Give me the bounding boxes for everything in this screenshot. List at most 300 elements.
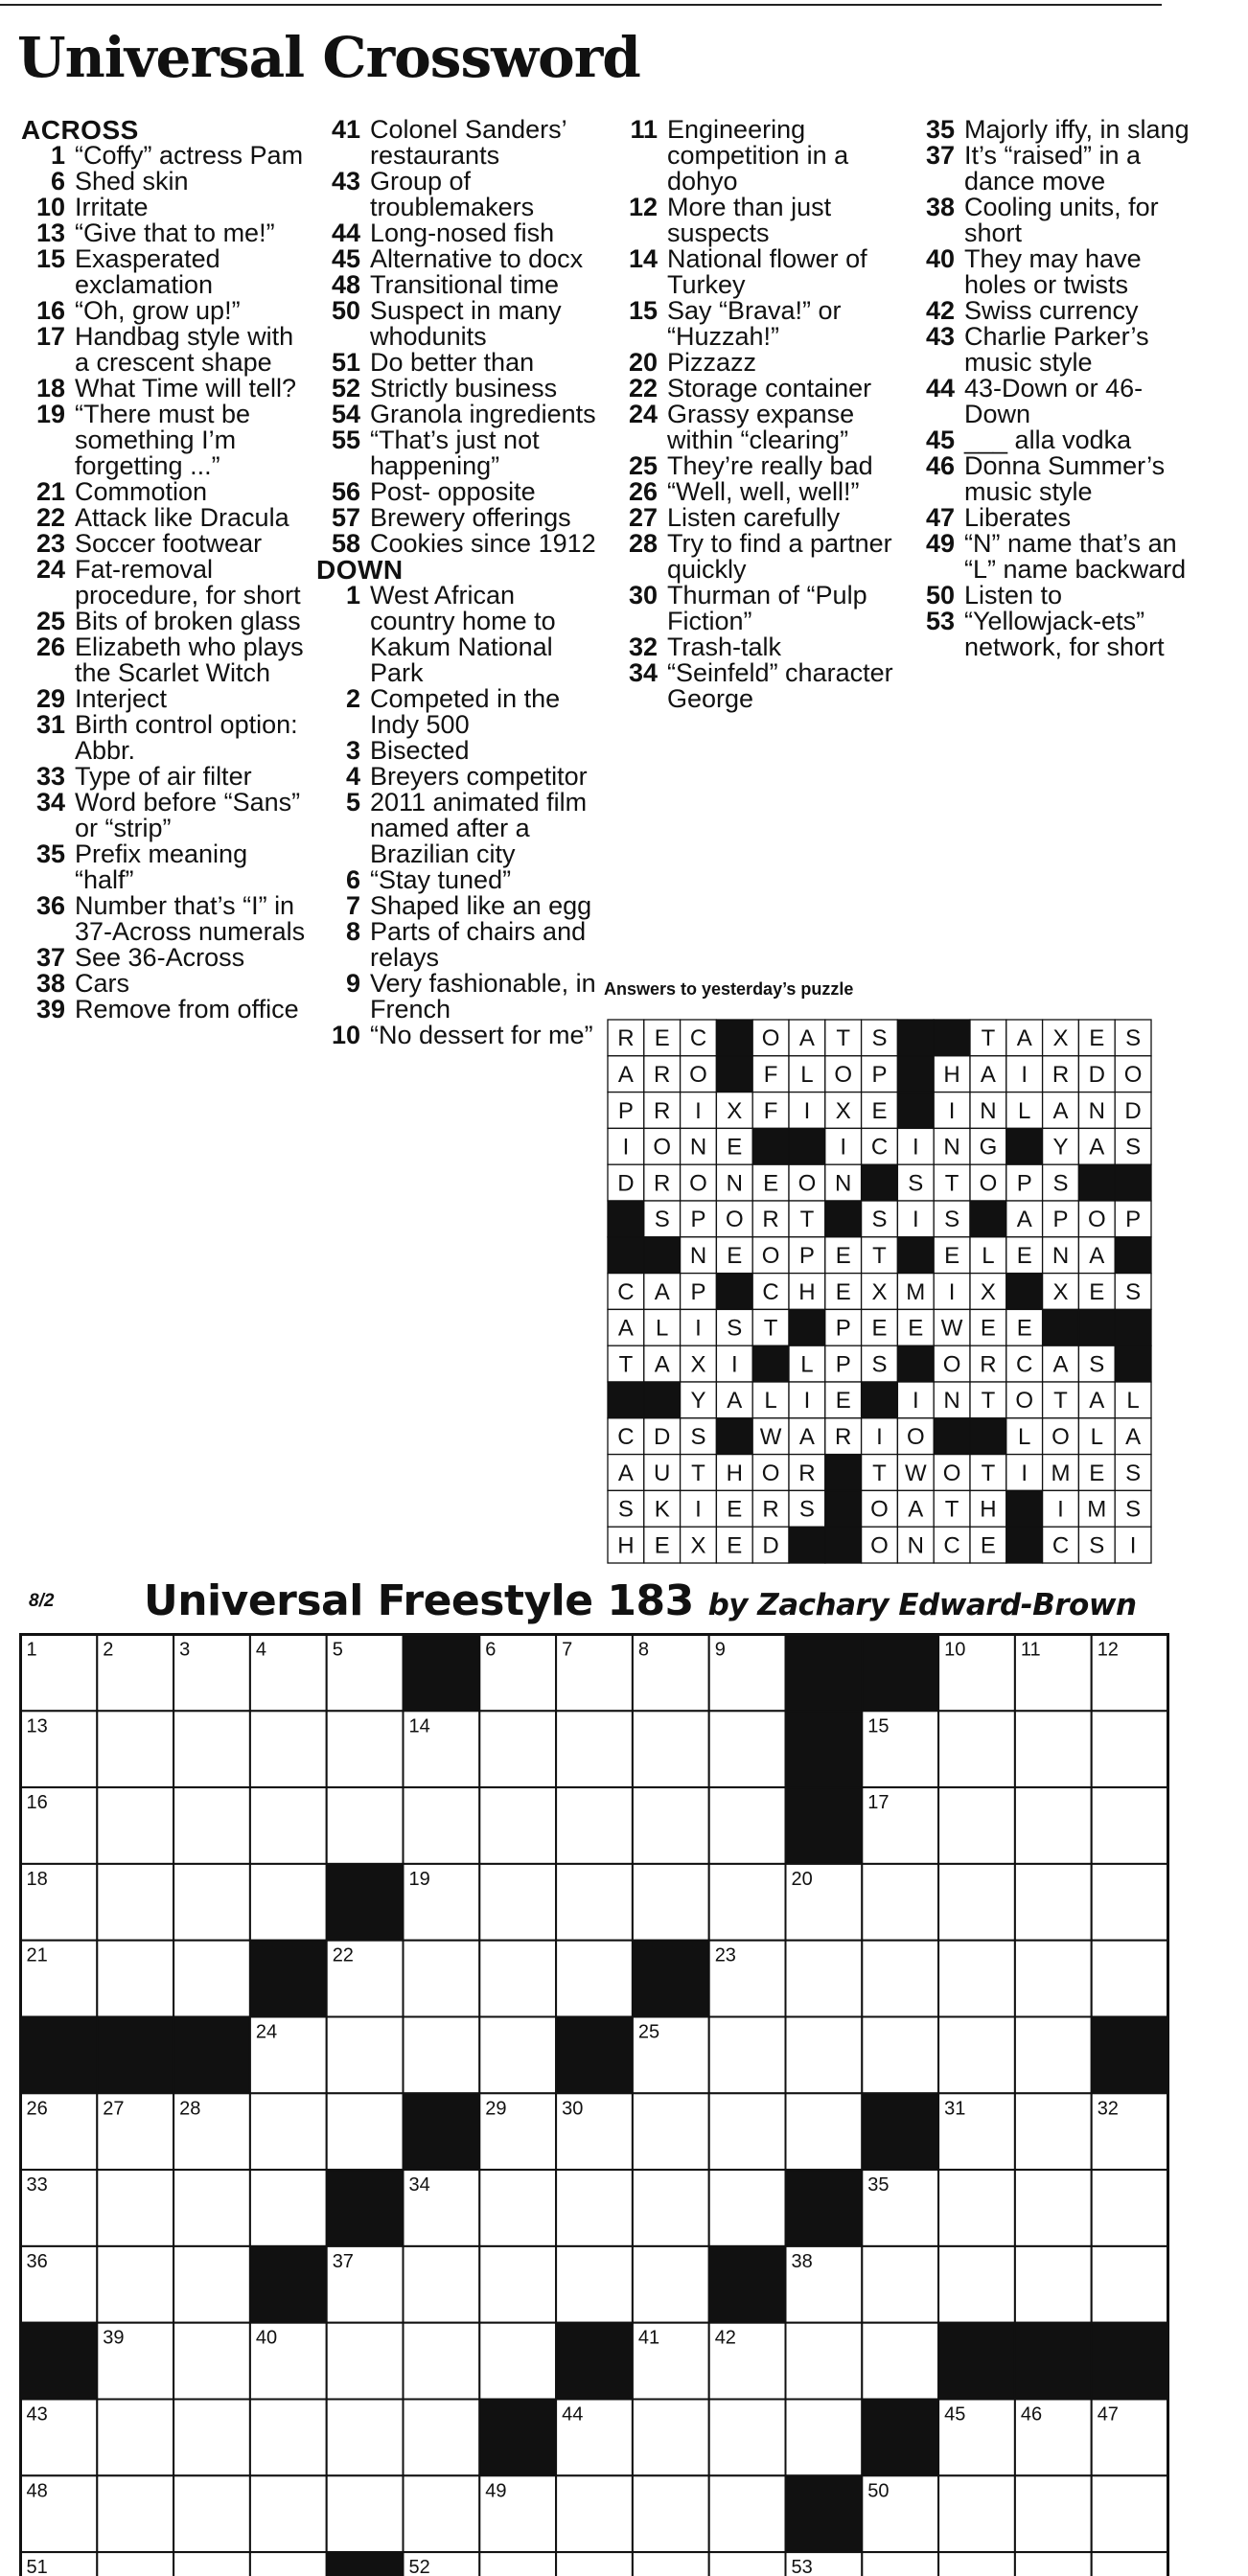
grid-number: 53 <box>791 2557 813 2576</box>
clue-text: “Give that to me!” <box>75 218 275 247</box>
grid-cell[interactable] <box>97 1864 173 1941</box>
clue-number: 6 <box>50 167 65 196</box>
grid-number: 30 <box>562 2098 584 2120</box>
answer-letter: A <box>980 1062 996 1089</box>
grid-cell[interactable] <box>173 2475 250 2552</box>
grid-cell[interactable] <box>633 2246 709 2323</box>
grid-cell[interactable] <box>1092 2552 1168 2576</box>
grid-cell[interactable] <box>709 1711 786 1787</box>
grid-block <box>786 2170 863 2246</box>
grid-block <box>250 2246 327 2323</box>
grid-cell[interactable] <box>250 2400 327 2476</box>
grid-cell[interactable] <box>479 2017 556 2094</box>
grid-cell[interactable] <box>786 2017 863 2094</box>
clue-item <box>613 453 901 479</box>
grid-number: 49 <box>485 2480 507 2502</box>
clue-number: 36 <box>35 891 65 920</box>
grid-cell[interactable] <box>97 2475 173 2552</box>
clue-number: 27 <box>628 503 658 532</box>
grid-cell[interactable] <box>633 1864 709 1941</box>
clue-text: Shaped like an egg <box>370 891 592 920</box>
grid-cell[interactable] <box>709 2170 786 2246</box>
clue-text: Breyers competitor <box>370 762 588 791</box>
answer-letter: E <box>944 1243 960 1270</box>
top-rule <box>0 4 1162 6</box>
grid-cell[interactable] <box>786 2093 863 2170</box>
grid-cell[interactable] <box>1015 1711 1092 1787</box>
clue-text: Fat-removal procedure, for short <box>75 555 301 610</box>
clue-text: Competed in the Indy 500 <box>370 684 561 739</box>
answer-block <box>862 1164 898 1201</box>
answer-letter: A <box>1089 1388 1105 1414</box>
clue-text: National flower of Turkey <box>667 244 867 299</box>
answer-letter: N <box>726 1170 743 1197</box>
answer-letter: X <box>871 1278 888 1305</box>
clue-item <box>911 583 1198 609</box>
grid-cell[interactable] <box>556 2475 633 2552</box>
answer-letter: W <box>940 1315 963 1342</box>
grid-cell[interactable] <box>404 1787 480 1864</box>
clue-text: Cookies since 1912 <box>370 529 596 558</box>
answer-letter: L <box>1018 1097 1031 1124</box>
answer-letter: P <box>835 1315 851 1342</box>
clue-item <box>21 945 309 971</box>
grid-cell[interactable] <box>250 1787 327 1864</box>
answer-letter: E <box>1089 1278 1105 1305</box>
grid-cell[interactable] <box>327 1711 404 1787</box>
answer-block <box>825 1201 862 1237</box>
answer-letter: C <box>1016 1351 1033 1378</box>
grid-cell[interactable] <box>1092 1941 1168 2017</box>
answer-letter: I <box>1021 1062 1028 1089</box>
answer-letter: N <box>835 1170 852 1197</box>
grid-cell[interactable] <box>479 1787 556 1864</box>
answer-letter: X <box>835 1097 851 1124</box>
answer-letter: H <box>798 1278 816 1305</box>
grid-cell[interactable] <box>97 2400 173 2476</box>
grid-number: 42 <box>714 2327 736 2349</box>
answer-letter: A <box>1125 1424 1142 1451</box>
clue-item <box>613 531 901 583</box>
grid-number: 48 <box>26 2480 48 2502</box>
grid-cell[interactable] <box>97 1711 173 1787</box>
clue-item <box>911 376 1198 427</box>
answer-letter: T <box>981 1025 996 1052</box>
answer-letter: O <box>870 1496 889 1523</box>
crossword-grid[interactable] <box>19 1633 1171 2576</box>
clue-number: 39 <box>35 995 65 1024</box>
clue-number: 8 <box>345 917 360 946</box>
grid-cell[interactable] <box>250 1864 327 1941</box>
clue-text: Birth control option: Abbr. <box>75 710 298 765</box>
grid-number: 22 <box>332 1944 354 1966</box>
grid-number: 12 <box>1097 1639 1119 1661</box>
clue-item <box>911 117 1198 143</box>
grid-cell[interactable] <box>327 2475 404 2552</box>
answer-letter: T <box>1053 1388 1068 1414</box>
grid-cell[interactable] <box>862 1864 938 1941</box>
grid-cell[interactable] <box>1015 2017 1092 2094</box>
grid-cell[interactable] <box>786 2323 863 2400</box>
grid-cell[interactable] <box>97 2170 173 2246</box>
answer-letter: I <box>730 1351 738 1378</box>
grid-cell[interactable] <box>1092 1711 1168 1787</box>
grid-number: 15 <box>867 1715 890 1737</box>
grid-block <box>709 2246 786 2323</box>
clue-text: “Well, well, well!” <box>667 477 860 506</box>
grid-cell[interactable] <box>479 1711 556 1787</box>
answer-letter: I <box>695 1097 702 1124</box>
grid-cell[interactable] <box>173 2323 250 2400</box>
answer-letter: N <box>689 1134 707 1161</box>
clue-text: Try to find a partner quickly <box>667 529 892 584</box>
grid-cell[interactable] <box>1015 2552 1092 2576</box>
grid-cell[interactable] <box>938 1787 1015 1864</box>
clue-text: See 36-Across <box>75 943 245 972</box>
clue-text: Transitional time <box>370 270 560 299</box>
clue-item <box>316 531 604 557</box>
answer-letter: E <box>1016 1315 1032 1342</box>
clue-number: 26 <box>35 632 65 661</box>
grid-cell[interactable] <box>633 2400 709 2476</box>
grid-cell[interactable] <box>709 1787 786 1864</box>
answer-block <box>1115 1346 1151 1382</box>
grid-cell[interactable] <box>1015 1864 1092 1941</box>
answer-block <box>1043 1309 1079 1346</box>
clue-text: Commotion <box>75 477 208 506</box>
answer-letter: P <box>871 1062 888 1089</box>
grid-cell[interactable] <box>479 2246 556 2323</box>
clue-item <box>911 195 1198 246</box>
grid-cell[interactable] <box>1092 2246 1168 2323</box>
grid-cell[interactable] <box>1092 2475 1168 2552</box>
grid-cell[interactable] <box>556 2246 633 2323</box>
grid-cell[interactable] <box>97 2552 173 2576</box>
answer-letter: E <box>1016 1243 1032 1270</box>
clue-number: 41 <box>331 115 360 144</box>
grid-cell[interactable] <box>173 1864 250 1941</box>
answer-letter: T <box>944 1170 959 1197</box>
clue-number: 34 <box>628 658 658 687</box>
grid-number: 35 <box>867 2174 890 2196</box>
answer-letter: A <box>617 1062 634 1089</box>
grid-cell[interactable] <box>709 2552 786 2576</box>
clue-text: Number that’s “I” in 37-Across numerals <box>75 891 306 946</box>
answer-letter: L <box>764 1388 777 1414</box>
answer-letter: P <box>690 1207 706 1233</box>
clue-text: Say “Brava!” or “Huzzah!” <box>667 296 842 351</box>
grid-cell[interactable] <box>786 2400 863 2476</box>
clue-item <box>316 350 604 376</box>
clue-text: Word before “Sans” or “strip” <box>75 788 301 842</box>
answer-letter: E <box>654 1532 670 1559</box>
grid-number: 39 <box>103 2327 125 2349</box>
answer-letter: N <box>1052 1243 1070 1270</box>
clue-number: 49 <box>925 529 955 558</box>
grid-cell[interactable] <box>1015 2093 1092 2170</box>
grid-block <box>633 1941 709 2017</box>
grid-cell[interactable] <box>97 2246 173 2323</box>
grid-cell[interactable] <box>556 1787 633 1864</box>
answer-letter: S <box>871 1207 888 1233</box>
grid-cell[interactable] <box>404 2246 480 2323</box>
answer-letter: G <box>979 1134 998 1161</box>
answer-block <box>825 1455 862 1491</box>
grid-cell[interactable] <box>633 2552 709 2576</box>
clue-text: Parts of chairs and relays <box>370 917 587 972</box>
grid-cell[interactable] <box>250 1711 327 1787</box>
answer-letter: E <box>871 1097 888 1124</box>
grid-cell[interactable] <box>250 2170 327 2246</box>
clue-text: “Seinfeld” character George <box>667 658 893 713</box>
answer-letter: O <box>725 1207 744 1233</box>
grid-cell[interactable] <box>173 2552 250 2576</box>
grid-block <box>327 1864 404 1941</box>
grid-cell[interactable] <box>938 2475 1015 2552</box>
grid-cell[interactable] <box>556 1941 633 2017</box>
clue-text: Type of air filter <box>75 762 252 791</box>
clue-text: Grassy expanse within “clearing” <box>667 400 855 454</box>
clue-text: Pizzazz <box>667 348 757 377</box>
clue-text: Bisected <box>370 736 470 765</box>
answer-letter: I <box>803 1097 811 1124</box>
clue-text: It’s “raised” in a dance move <box>964 141 1142 196</box>
answer-block <box>897 1346 934 1382</box>
grid-cell[interactable] <box>938 1941 1015 2017</box>
grid-cell[interactable] <box>97 1787 173 1864</box>
puzzle-title-line <box>144 1576 1137 1625</box>
answer-letter: H <box>617 1532 635 1559</box>
answer-letter: F <box>763 1097 778 1124</box>
clue-text: “Stay tuned” <box>370 865 512 894</box>
answer-letter: C <box>762 1278 779 1305</box>
grid-number: 45 <box>944 2404 966 2426</box>
grid-cell[interactable] <box>404 2323 480 2400</box>
grid-cell[interactable] <box>938 1711 1015 1787</box>
grid-cell[interactable] <box>327 1787 404 1864</box>
grid-cell[interactable] <box>327 2093 404 2170</box>
grid-cell[interactable] <box>250 2475 327 2552</box>
answer-letter: S <box>798 1496 815 1523</box>
grid-number: 50 <box>867 2480 890 2502</box>
grid-cell[interactable] <box>862 2017 938 2094</box>
grid-cell[interactable] <box>327 2400 404 2476</box>
answer-letter: M <box>1051 1460 1071 1486</box>
grid-cell[interactable] <box>862 2552 938 2576</box>
grid-cell[interactable] <box>327 2017 404 2094</box>
grid-number: 4 <box>255 1639 267 1661</box>
answer-block <box>934 1020 970 1056</box>
answer-block <box>825 1527 862 1563</box>
grid-cell[interactable] <box>938 2552 1015 2576</box>
grid-cell[interactable] <box>173 2170 250 2246</box>
clue-text: “N” name that’s an “L” name backward <box>964 529 1187 584</box>
grid-cell[interactable] <box>479 2552 556 2576</box>
grid-cell[interactable] <box>633 1711 709 1787</box>
answer-letter: A <box>1052 1351 1069 1378</box>
answer-block <box>608 1201 644 1237</box>
grid-number: 33 <box>26 2174 48 2196</box>
answer-letter: D <box>1124 1097 1142 1124</box>
answer-letter: A <box>1089 1134 1105 1161</box>
grid-cell[interactable] <box>173 1787 250 1864</box>
clue-number: 15 <box>628 296 658 325</box>
clue-item <box>21 790 309 841</box>
answer-letter: T <box>872 1243 887 1270</box>
answer-block <box>608 1382 644 1418</box>
answer-block <box>644 1382 681 1418</box>
grid-cell[interactable] <box>633 1787 709 1864</box>
answer-letter: E <box>727 1243 743 1270</box>
grid-cell[interactable] <box>173 2246 250 2323</box>
answer-block <box>970 1418 1006 1455</box>
grid-cell[interactable] <box>404 2400 480 2476</box>
clue-column-1 <box>21 117 309 1023</box>
answer-letter: P <box>1052 1207 1069 1233</box>
answer-letter: S <box>690 1424 706 1451</box>
clue-item <box>21 220 309 246</box>
answer-letter: A <box>1016 1025 1032 1052</box>
clue-text: Suspect in many whodunits <box>370 296 562 351</box>
grid-cell[interactable] <box>404 2017 480 2094</box>
grid-cell[interactable] <box>709 2400 786 2476</box>
grid-cell[interactable] <box>556 1864 633 1941</box>
grid-cell[interactable] <box>404 1941 480 2017</box>
answer-letter: O <box>942 1351 961 1378</box>
clue-text: Irritate <box>75 193 149 221</box>
grid-cell[interactable] <box>938 2170 1015 2246</box>
grid-cell[interactable] <box>97 1941 173 2017</box>
grid-cell[interactable] <box>709 2093 786 2170</box>
grid-number: 20 <box>791 1868 813 1890</box>
puzzle-date: 8/2 <box>29 1591 55 1611</box>
clue-number: 17 <box>35 322 65 351</box>
answer-letter: R <box>980 1351 997 1378</box>
clue-number: 54 <box>331 400 360 428</box>
answer-letter: I <box>876 1424 883 1451</box>
clue-text: Do better than <box>370 348 535 377</box>
grid-cell[interactable] <box>786 1941 863 2017</box>
answer-letter: S <box>871 1025 888 1052</box>
clue-number: 38 <box>35 969 65 998</box>
clue-item <box>316 790 604 867</box>
clue-item <box>21 479 309 505</box>
grid-cell[interactable] <box>556 1711 633 1787</box>
clue-text: Attack like Dracula <box>75 503 289 532</box>
clue-item <box>613 583 901 634</box>
down-clue-list <box>911 117 1198 660</box>
grid-number: 5 <box>332 1639 343 1661</box>
grid-cell[interactable] <box>862 2246 938 2323</box>
grid-cell[interactable] <box>1015 2246 1092 2323</box>
grid-cell[interactable] <box>479 2170 556 2246</box>
grid-cell[interactable] <box>404 2475 480 2552</box>
grid-cell[interactable] <box>327 2323 404 2400</box>
grid-cell[interactable] <box>173 1941 250 2017</box>
grid-cell[interactable] <box>709 1864 786 1941</box>
grid-number: 10 <box>944 1639 966 1661</box>
answer-letter: A <box>654 1278 670 1305</box>
clue-number: 47 <box>925 503 955 532</box>
answer-block <box>897 1020 934 1056</box>
grid-cell[interactable] <box>1015 2170 1092 2246</box>
grid-cell[interactable] <box>938 1864 1015 1941</box>
answer-block <box>897 1056 934 1092</box>
grid-cell[interactable] <box>862 2323 938 2400</box>
answer-letter: S <box>727 1315 743 1342</box>
answer-letter: S <box>654 1207 670 1233</box>
clue-item <box>316 686 604 738</box>
grid-cell[interactable] <box>633 2093 709 2170</box>
answer-block <box>716 1274 752 1310</box>
clue-column-4 <box>911 117 1198 660</box>
grid-cell[interactable] <box>173 1711 250 1787</box>
grid-cell[interactable] <box>479 1864 556 1941</box>
grid-cell[interactable] <box>556 2552 633 2576</box>
grid-cell[interactable] <box>479 1941 556 2017</box>
grid-cell[interactable] <box>633 2170 709 2246</box>
grid-number: 16 <box>26 1792 48 1814</box>
answer-letter: P <box>690 1278 706 1305</box>
grid-cell[interactable] <box>1092 1864 1168 1941</box>
grid-cell[interactable] <box>1015 1787 1092 1864</box>
answer-letter: X <box>690 1351 706 1378</box>
grid-cell[interactable] <box>1015 2475 1092 2552</box>
answer-letter: C <box>689 1025 707 1052</box>
grid-cell[interactable] <box>633 2475 709 2552</box>
answer-letter: I <box>803 1388 811 1414</box>
answer-letter: I <box>912 1134 919 1161</box>
clue-item <box>21 609 309 634</box>
clue-item <box>21 557 309 609</box>
grid-block <box>786 1711 863 1787</box>
grid-cell[interactable] <box>938 2246 1015 2323</box>
grid-number: 34 <box>408 2174 430 2196</box>
answer-block <box>1006 1128 1043 1164</box>
grid-cell[interactable] <box>479 2323 556 2400</box>
down-heading: DOWN <box>316 555 404 585</box>
grid-number: 28 <box>179 2098 201 2120</box>
clue-item <box>316 298 604 350</box>
clue-number: 25 <box>35 607 65 635</box>
answer-block <box>1078 1309 1115 1346</box>
grid-cell[interactable] <box>1015 1941 1092 2017</box>
answer-letter: P <box>617 1097 634 1124</box>
clue-text: Prefix meaning “half” <box>75 840 248 894</box>
grid-number: 36 <box>26 2250 48 2272</box>
answer-block <box>934 1418 970 1455</box>
grid-cell[interactable] <box>250 2093 327 2170</box>
answer-letter: W <box>904 1460 927 1486</box>
grid-cell[interactable] <box>250 2552 327 2576</box>
clue-number: 32 <box>628 632 658 661</box>
grid-cell[interactable] <box>938 2017 1015 2094</box>
grid-cell[interactable] <box>862 1941 938 2017</box>
grid-cell[interactable] <box>556 2170 633 2246</box>
grid-block <box>21 2017 98 2094</box>
answer-letter: E <box>727 1496 743 1523</box>
grid-block <box>327 2170 404 2246</box>
grid-cell[interactable] <box>709 2475 786 2552</box>
grid-cell[interactable] <box>1092 2170 1168 2246</box>
answer-letter: I <box>912 1207 919 1233</box>
clue-item <box>316 1023 604 1048</box>
grid-cell[interactable] <box>173 2400 250 2476</box>
clue-text: 43-Down or 46-Down <box>964 374 1144 428</box>
grid-cell[interactable] <box>709 2017 786 2094</box>
clue-number: 23 <box>35 529 65 558</box>
grid-cell[interactable] <box>1092 1787 1168 1864</box>
